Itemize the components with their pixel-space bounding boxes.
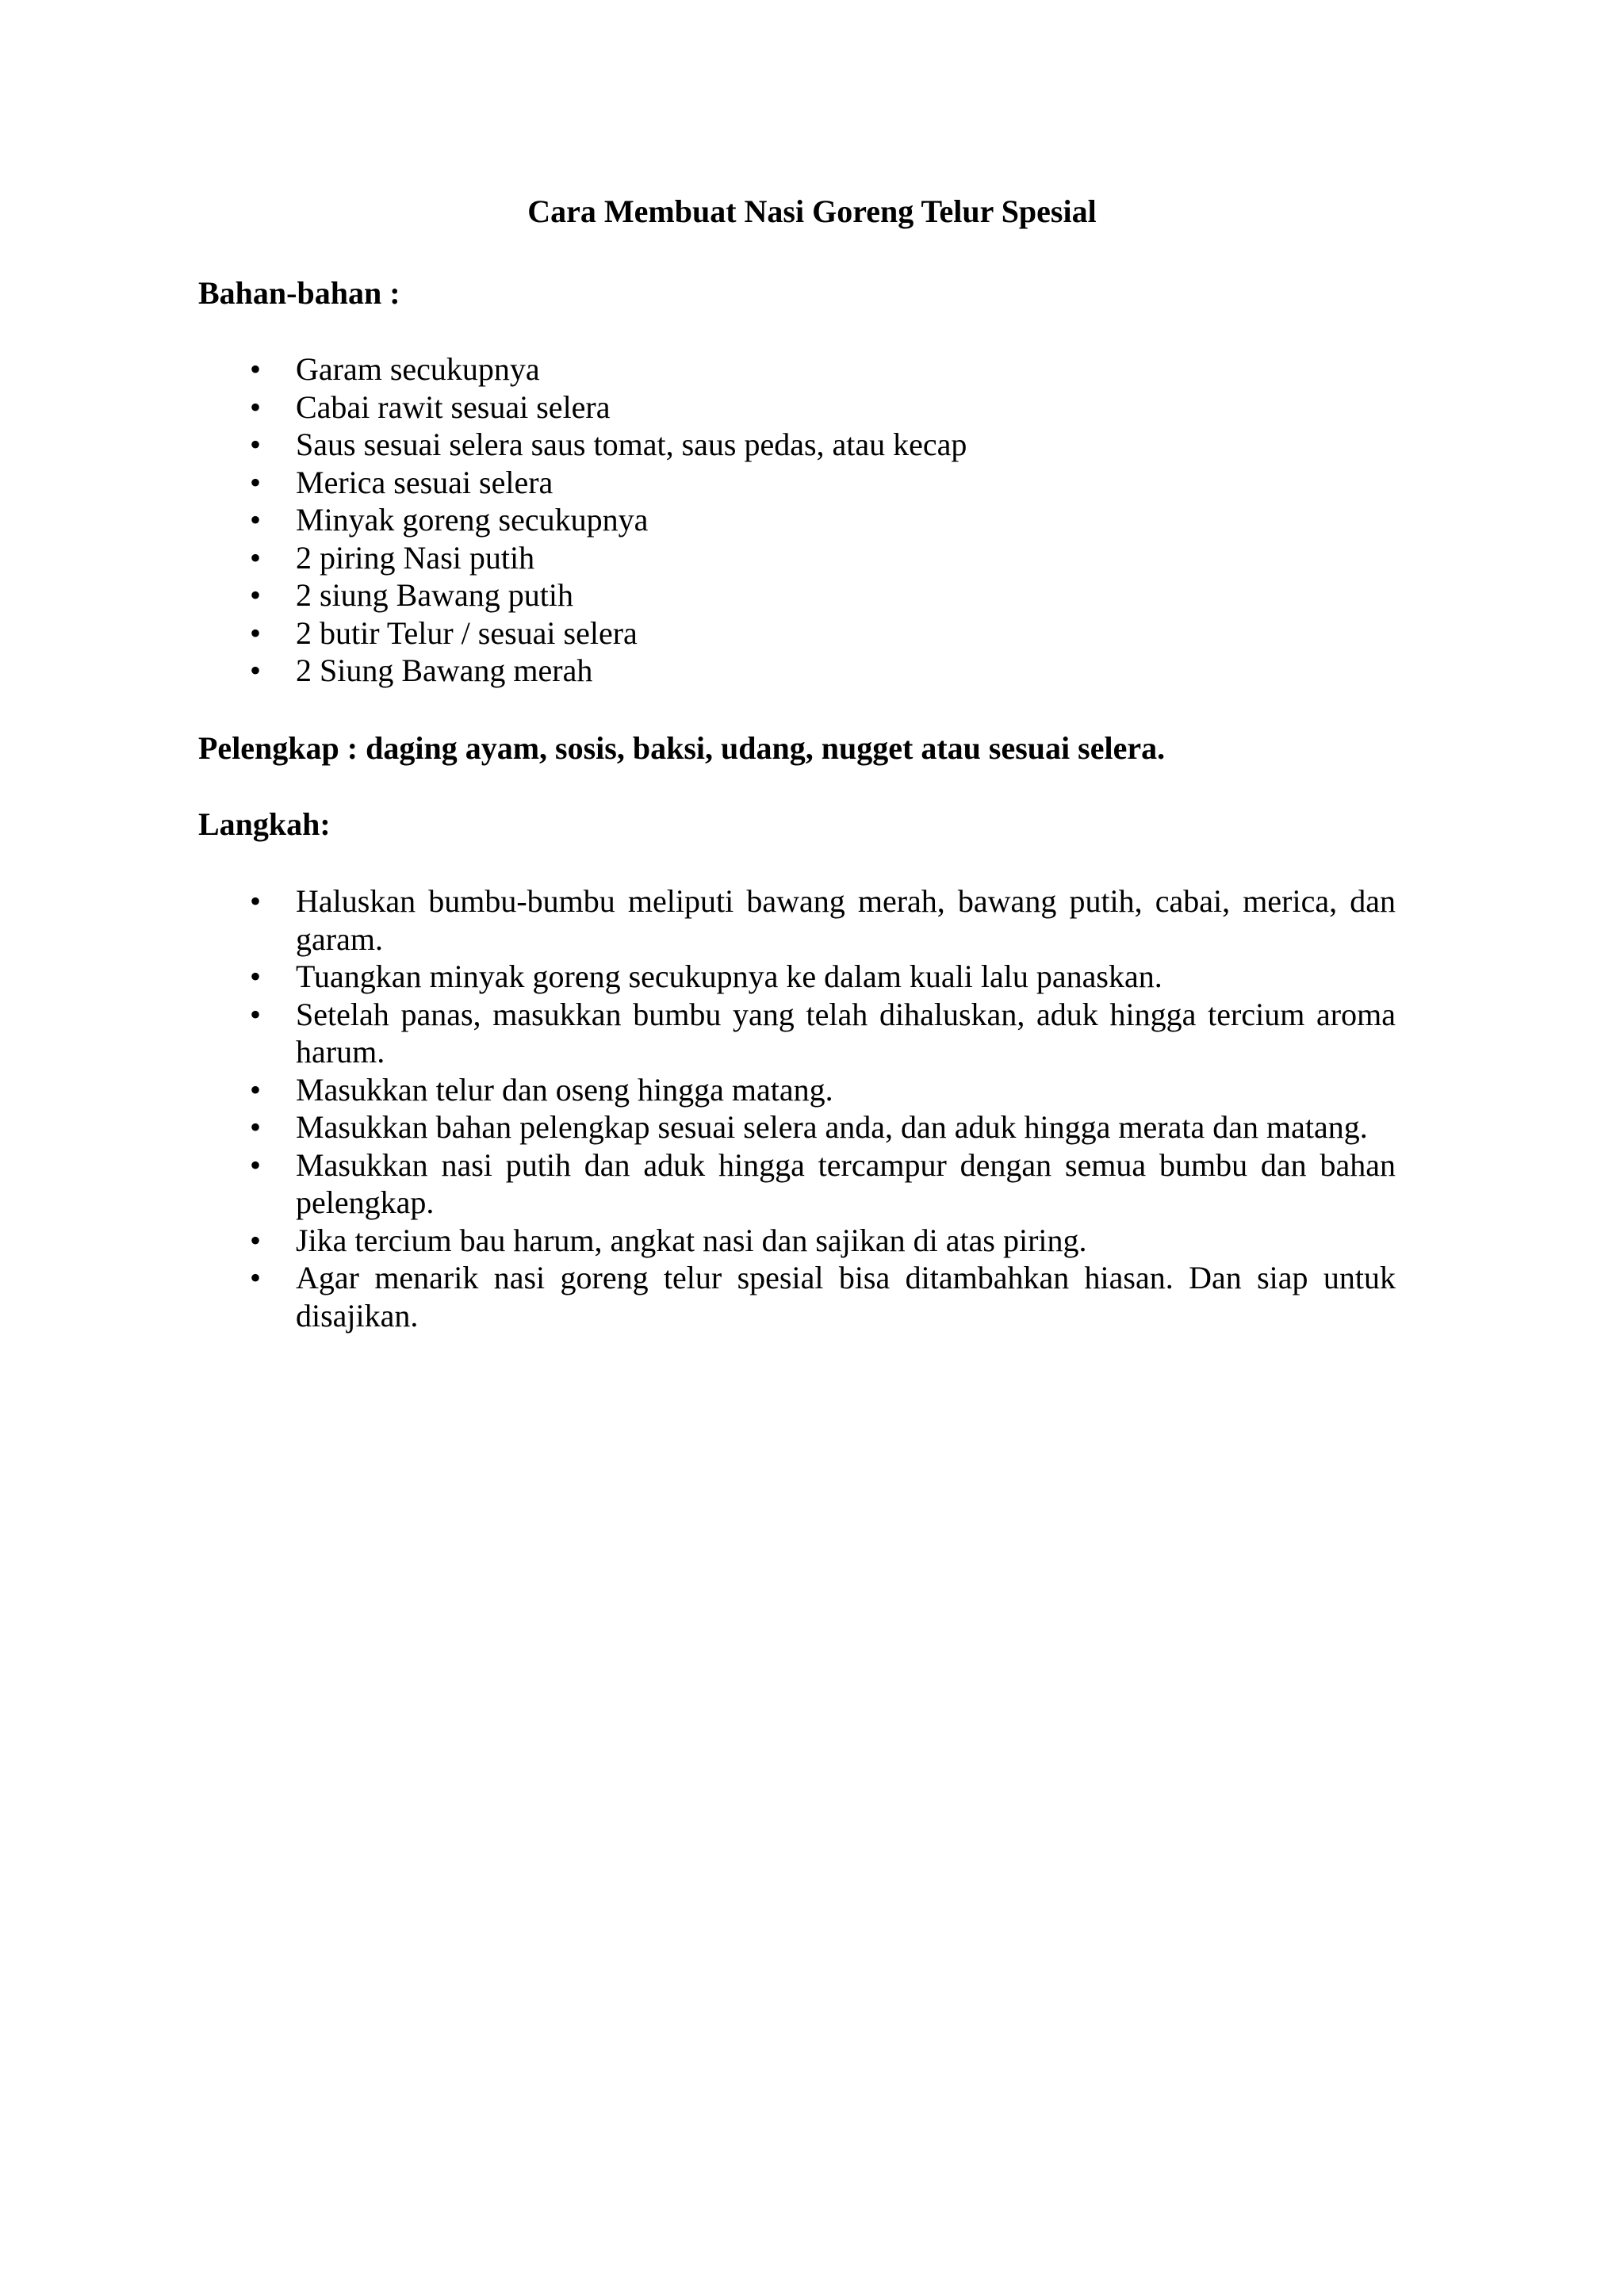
step-text: Setelah panas, masukkan bumbu yang telah dihaluskan, aduk hingga tercium aroma harum. bbox=[296, 996, 1396, 1070]
ingredient-text: 2 siung Bawang putih bbox=[296, 577, 573, 613]
step-text: Jika tercium bau harum, angkat nasi dan sajikan di atas piring. bbox=[296, 1222, 1087, 1258]
bullet-icon: • bbox=[250, 502, 262, 538]
list-item bbox=[0, 1071, 1396, 1109]
list-item bbox=[0, 576, 967, 614]
bullet-icon: • bbox=[250, 1146, 262, 1183]
list-item bbox=[0, 388, 967, 427]
step-text: Masukkan nasi putih dan aduk hingga tercampur dengan semua bumbu dan bahan pelengkap. bbox=[296, 1146, 1396, 1220]
list-item bbox=[0, 1146, 1396, 1222]
ingredient-text: Merica sesuai selera bbox=[296, 464, 553, 500]
bullet-icon: • bbox=[250, 351, 262, 387]
list-item bbox=[0, 1259, 1396, 1334]
ingredient-text: Cabai rawit sesuai selera bbox=[296, 388, 611, 425]
bullet-icon: • bbox=[250, 1109, 262, 1145]
bullet-icon: • bbox=[250, 614, 262, 651]
ingredient-text: Minyak goreng secukupnya bbox=[296, 502, 649, 538]
bullet-icon: • bbox=[250, 1222, 262, 1258]
list-item bbox=[0, 652, 967, 690]
list-item bbox=[0, 539, 967, 577]
ingredients-list bbox=[0, 350, 967, 690]
ingredient-text: Saus sesuai selera saus tomat, saus pedas, atau kecap bbox=[296, 427, 967, 462]
bullet-icon: • bbox=[250, 959, 262, 994]
steps-list bbox=[0, 882, 1396, 1334]
step-text: Masukkan bahan pelengkap sesuai selera anda, dan aduk hingga merata dan matang. bbox=[296, 1109, 1368, 1145]
bullet-icon: • bbox=[250, 652, 262, 688]
step-text: Masukkan telur dan oseng hingga matang. bbox=[296, 1071, 833, 1108]
complement-line: Pelengkap : daging ayam, sosis, baksi, udang, nugget atau sesuai selera. bbox=[198, 730, 1166, 766]
list-item bbox=[0, 1108, 1396, 1146]
ingredient-text: 2 butir Telur / sesuai selera bbox=[296, 614, 638, 651]
list-item bbox=[0, 882, 1396, 958]
step-text: Haluskan bumbu-bumbu meliputi bawang merah, bawang putih, cabai, merica, dan garam. bbox=[296, 883, 1396, 957]
list-item bbox=[0, 426, 967, 464]
ingredients-heading: Bahan-bahan : bbox=[198, 275, 400, 311]
ingredient-text: 2 Siung Bawang merah bbox=[296, 652, 593, 688]
list-item bbox=[0, 614, 967, 652]
bullet-icon: • bbox=[250, 1260, 262, 1295]
list-item bbox=[0, 464, 967, 502]
steps-heading: Langkah: bbox=[198, 806, 331, 842]
list-item bbox=[0, 501, 967, 539]
bullet-icon: • bbox=[250, 464, 262, 500]
bullet-icon: • bbox=[250, 427, 262, 462]
bullet-icon: • bbox=[250, 1071, 262, 1108]
list-item bbox=[0, 958, 1396, 996]
bullet-icon: • bbox=[250, 388, 262, 425]
bullet-icon: • bbox=[250, 539, 262, 576]
step-text: Tuangkan minyak goreng secukupnya ke dalam kuali lalu panaskan. bbox=[296, 959, 1162, 994]
document-title: Cara Membuat Nasi Goreng Telur Spesial bbox=[527, 193, 1097, 229]
ingredient-text: 2 piring Nasi putih bbox=[296, 539, 535, 576]
bullet-icon: • bbox=[250, 883, 262, 919]
list-item bbox=[0, 350, 967, 388]
list-item bbox=[0, 1222, 1396, 1260]
bullet-icon: • bbox=[250, 996, 262, 1032]
list-item bbox=[0, 996, 1396, 1071]
ingredient-text: Garam secukupnya bbox=[296, 351, 540, 387]
step-text: Agar menarik nasi goreng telur spesial bisa ditambahkan hiasan. Dan siap untuk disajikan. bbox=[296, 1260, 1396, 1334]
bullet-icon: • bbox=[250, 577, 262, 613]
